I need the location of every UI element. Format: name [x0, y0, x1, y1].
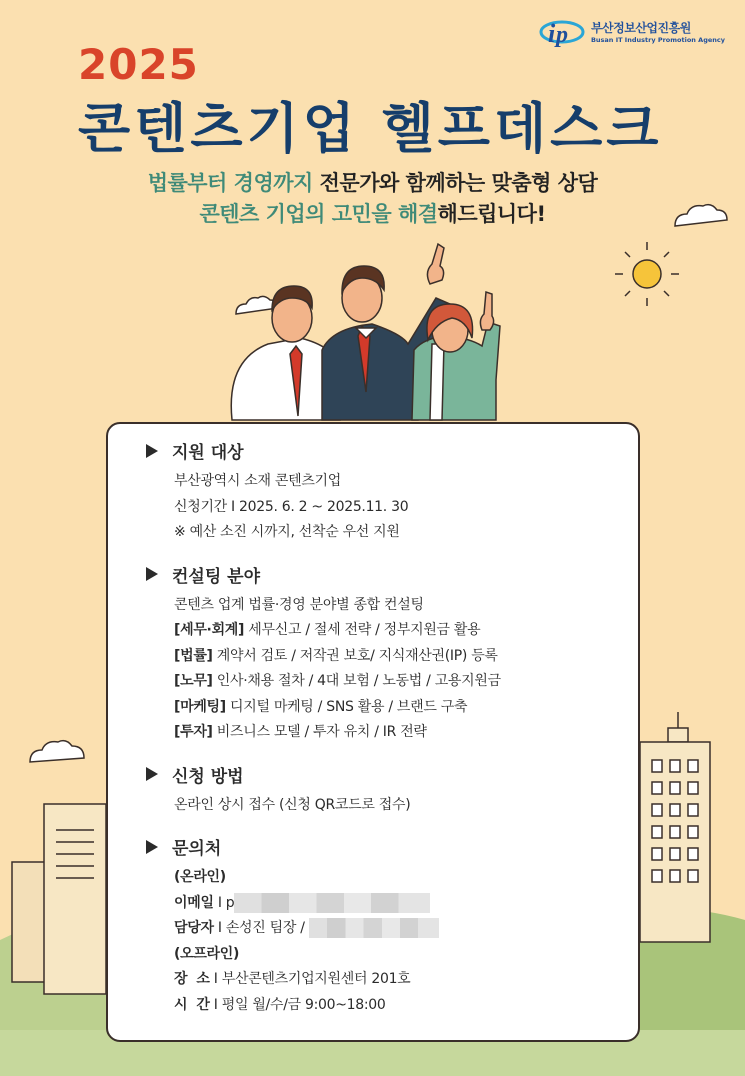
subtitle-line2-rest: 해드립니다!	[437, 202, 546, 226]
offline-label: (오프라인)	[174, 945, 240, 962]
place-row: 장 소 I 부산콘텐츠기업지원센터 201호	[174, 971, 411, 987]
section-title: 문의처	[172, 839, 222, 859]
consulting-item: [마케팅] 디지털 마케팅 / SNS 활용 / 브랜드 구축	[174, 698, 468, 715]
svg-text:i: i	[547, 19, 556, 48]
svg-text:p: p	[555, 22, 568, 48]
triangle-bullet-icon	[146, 567, 158, 581]
consulting-item: [노무] 인사·채용 절차 / 4대 보험 / 노동법 / 고용지원금	[174, 673, 501, 689]
year-heading: 2025	[78, 40, 199, 89]
section-apply	[146, 762, 638, 819]
subtitle-line1-rest: 전문가와 함께하는 맞춤형 상담	[319, 171, 598, 195]
section-contact	[146, 834, 638, 1018]
sun-icon	[615, 242, 679, 306]
consulting-item: [법률] 계약서 검토 / 저작권 보호/ 지식재산권(IP) 등록	[174, 647, 498, 664]
triangle-bullet-icon	[146, 767, 158, 781]
redacted-phone	[309, 918, 439, 938]
section-title: 신청 방법	[172, 766, 244, 787]
time-row: 시 간 I 평일 월/수/금 9:00~18:00	[174, 996, 386, 1013]
target-line: 부산광역시 소재 콘텐츠기업	[174, 473, 341, 489]
target-note: ※ 예산 소진 시까지, 선착순 우선 지원	[174, 524, 400, 540]
application-period: 신청기간 I 2025. 6. 2 ~ 2025.11. 30	[174, 498, 409, 515]
triangle-bullet-icon	[146, 840, 158, 854]
page-title: 콘텐츠기업 헬프데스크	[78, 97, 663, 160]
subtitle-line2-accent: 콘텐츠 기업의 고민을 해결	[199, 202, 438, 226]
info-card	[106, 422, 640, 1042]
logo-mark-icon	[539, 14, 585, 48]
triangle-bullet-icon	[146, 444, 158, 458]
consulting-item: [투자] 비즈니스 모델 / 투자 유치 / IR 전략	[174, 724, 427, 740]
section-consulting	[146, 562, 638, 746]
redacted-email	[234, 893, 430, 913]
building-left	[12, 804, 106, 994]
email-row: 이메일 I p	[146, 891, 638, 917]
consulting-intro: 콘텐츠 업계 법률·경영 분야별 종합 컨설팅	[174, 596, 424, 613]
logo-english-name: Busan IT Industry Promotion Agency	[590, 35, 725, 44]
section-title: 컨설팅 분야	[172, 566, 261, 587]
people-illustration	[231, 244, 500, 420]
manager-row: 담당자 I 손성진 팀장 /	[146, 916, 638, 942]
consulting-item: [세무·회계] 세무신고 / 절세 전략 / 정부지원금 활용	[174, 622, 481, 638]
apply-method: 온라인 상시 접수 (신청 QR코드로 접수)	[174, 796, 411, 813]
section-title: 지원 대상	[172, 443, 244, 463]
logo-korean-name: 부산정보산업진흥원	[590, 20, 691, 35]
building-right	[640, 712, 710, 942]
section-target	[146, 438, 638, 546]
online-label: (온라인)	[174, 869, 226, 885]
organization-logo	[539, 14, 725, 48]
subtitle-line1-accent: 법률부터 경영까지	[147, 171, 320, 195]
subtitle	[0, 168, 745, 230]
